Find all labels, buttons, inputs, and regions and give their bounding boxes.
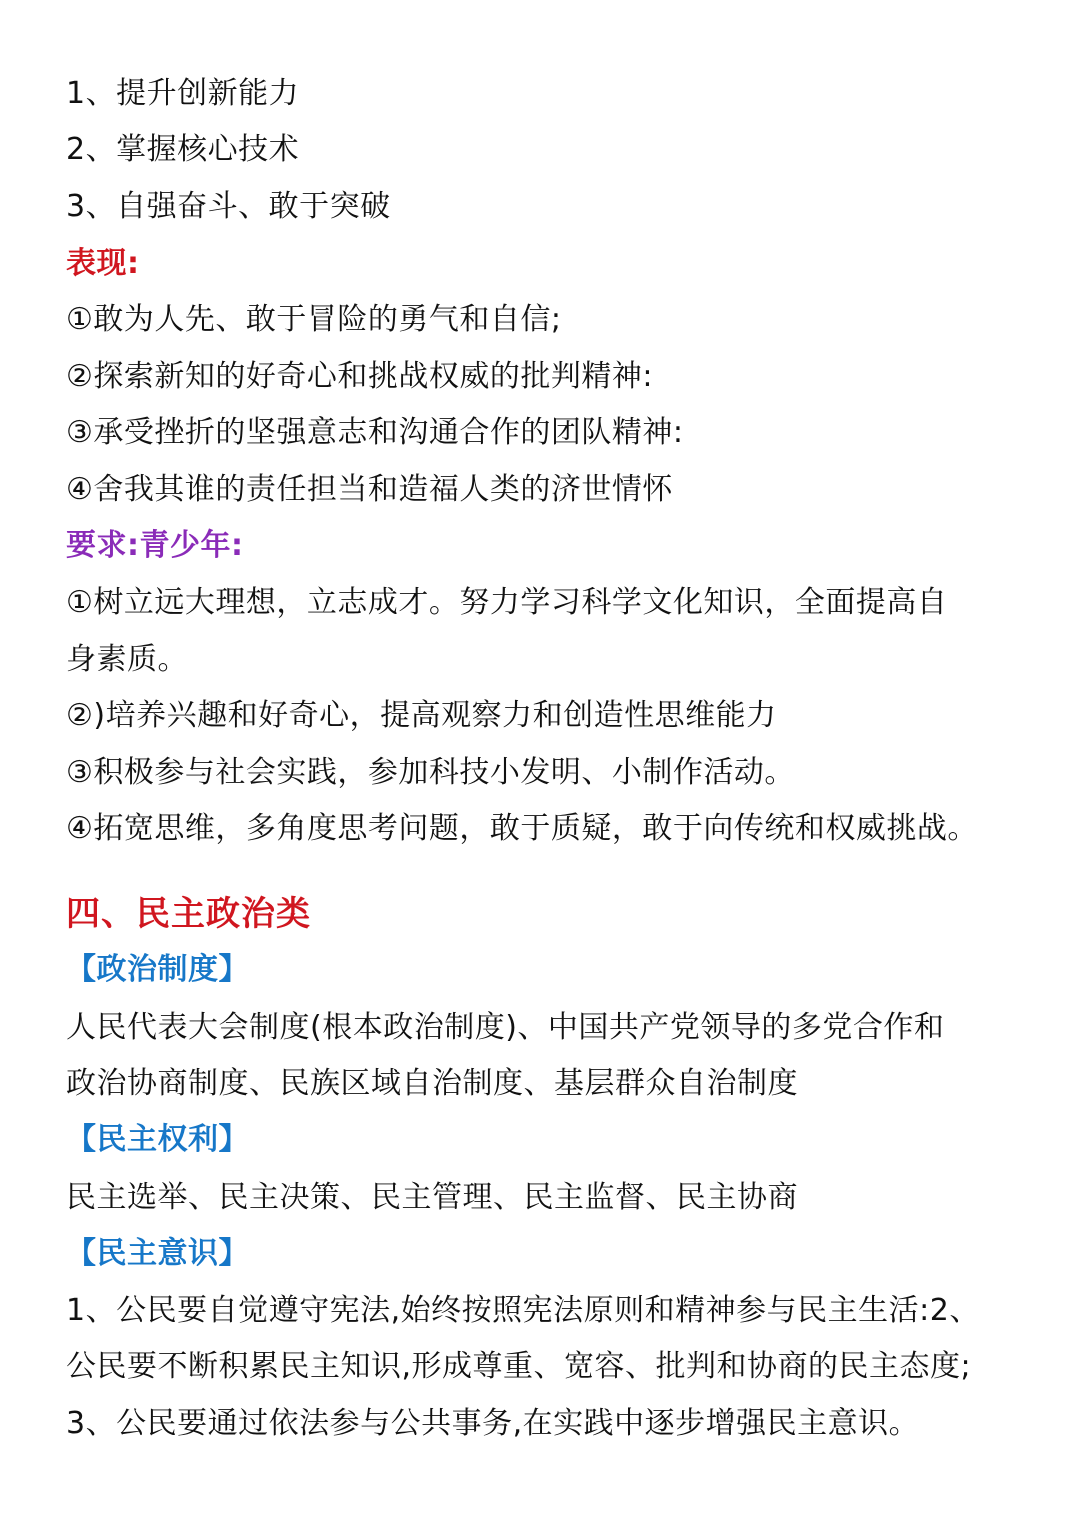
political-system-line-2: 政治协商制度、民族区域自治制度、基层群众自治制度 bbox=[66, 1066, 798, 1101]
democratic-rights-text: 民主选举、民主决策、民主管理、民主监督、民主协商 bbox=[66, 1180, 798, 1215]
requirement-item-2: ②)培养兴趣和好奇心，提高观察力和创造性思维能力 bbox=[66, 698, 777, 733]
section-4-title: 四、民主政治类 bbox=[66, 894, 311, 934]
list-item-3: 3、自强奋斗、敢于突破 bbox=[66, 189, 391, 224]
requirements-heading: 要求:青少年: bbox=[66, 528, 244, 563]
requirement-item-4: ④拓宽思维，多角度思考问题，敢于质疑，敢于向传统和权威挑战。 bbox=[66, 811, 978, 846]
performance-item-2: ②探索新知的好奇心和挑战权威的批判精神: bbox=[66, 359, 654, 394]
performance-item-1: ①敢为人先、敢于冒险的勇气和自信; bbox=[66, 302, 562, 337]
performance-item-4: ④舍我其谁的责任担当和造福人类的济世情怀 bbox=[66, 472, 673, 507]
requirement-item-1-line-1: ①树立远大理想，立志成才。努力学习科学文化知识，全面提高自 bbox=[66, 585, 948, 620]
democratic-awareness-line-3: 3、公民要通过依法参与公共事务,在实践中逐步增强民主意识。 bbox=[66, 1406, 920, 1441]
democratic-awareness-line-1: 1、公民要自觉遵守宪法,始终按照宪法原则和精神参与民主生活:2、 bbox=[66, 1293, 980, 1328]
performance-heading: 表现: bbox=[66, 246, 140, 281]
democratic-rights-heading: 【民主权利】 bbox=[66, 1122, 249, 1157]
requirement-item-3: ③积极参与社会实践，参加科技小发明、小制作活动。 bbox=[66, 755, 795, 790]
list-item-2: 2、掌握核心技术 bbox=[66, 132, 300, 167]
list-item-1: 1、提升创新能力 bbox=[66, 76, 300, 111]
requirement-item-1-line-2: 身素质。 bbox=[66, 642, 188, 677]
democratic-awareness-line-2: 公民要不断积累民主知识,形成尊重、宽容、批判和协商的民主态度; bbox=[66, 1349, 972, 1384]
democratic-awareness-heading: 【民主意识】 bbox=[66, 1236, 249, 1271]
political-system-heading: 【政治制度】 bbox=[66, 952, 249, 987]
political-system-line-1: 人民代表大会制度(根本政治制度)、中国共产党领导的多党合作和 bbox=[66, 1010, 945, 1045]
performance-item-3: ③承受挫折的坚强意志和沟通合作的团队精神: bbox=[66, 415, 684, 450]
